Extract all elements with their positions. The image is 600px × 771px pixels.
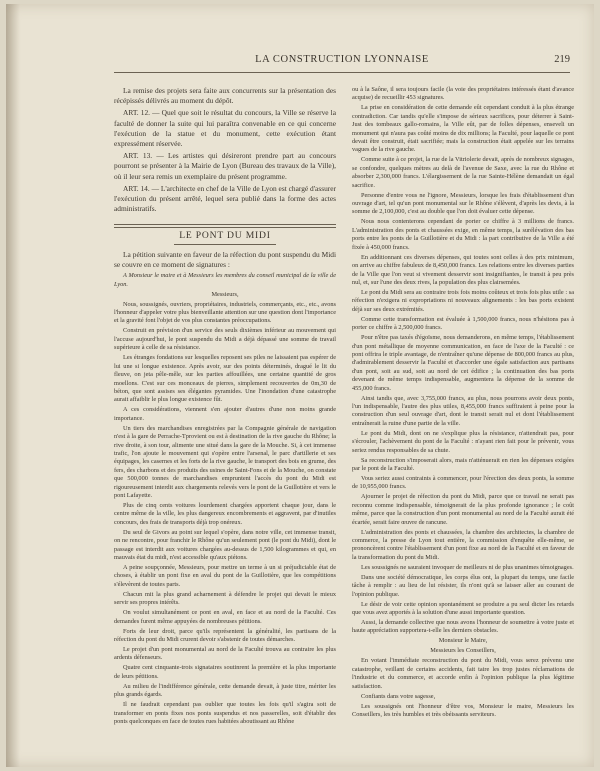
page-header bbox=[114, 54, 570, 73]
paragraph: Plus de cinq cents voitures lourdement chargées apportent chaque jour, dans le centre même de la ville, les plus dangereux encombrements et aggravent, par d'inutiles concours, des frais de transports déjà trop onéreux. bbox=[114, 501, 336, 526]
paragraph: On voulut simultanément ce pont en aval, en face et au nord de la Faculté. Ces demandes furent même appuyées de nombreuses pétitions. bbox=[114, 609, 336, 625]
petition-address: A Monsieur le maire et à Messieurs les membres du conseil municipal de la ville de Lyon. bbox=[114, 272, 336, 288]
paragraph: Nous, soussignés, ouvriers, propriétaires, industriels, commerçants, etc., etc., avons l'honneur d'appeler votre plus bienveillante attention sur une question dont l'importance et la gravité font l'objet de vos plus constantes préoccupations. bbox=[114, 300, 336, 325]
section-title: LE PONT DU MIDI bbox=[179, 230, 271, 242]
paragraph: Du seul de Givors au point sur lequel s'opère, dans notre ville, cet immense transit, on ne rencontre, pour franchir le Rhône qu'un seulement pont (le pont du Midi), dont le passage est interdit aux voitures chargées au-dessus de 1,500 kilogrammes et qui, en mauvais état du midi, n'est accessible qu'aux piétons. bbox=[114, 528, 336, 561]
paragraph: ou à la Saône, il sera toujours facile (la voie des propriétaires intéressés étant d'avance acquise) de recueillir 453 signatures. bbox=[352, 86, 574, 102]
paragraph: Personne d'entre vous ne l'ignore, Messieurs, lorsque les frais d'établissement d'un ouvrage d'art, tel qu'un pont monumental sur le Rhône s'élèvent, d'après les devis, à la somme de 2,100,000, c'est au double que l'on doit évaluer cette dépense. bbox=[352, 191, 574, 216]
paragraph: Nous nous contenterons cependant de porter ce chiffre à 3 millions de francs. L'administration des ponts et chaussées exige, en même temps, la surélévation des bas ports entre les ponts de la Guillotière et du Midi : la part contributive de la Ville a été fixée à 450,000 francs. bbox=[352, 218, 574, 251]
paragraph: Ainsi tandis que, avec 3,755,000 francs, au plus, nous pourrons avoir deux ponts, l'un indispensable, l'autre des plus utiles, 8,455,000 francs suffiraient à peine pour la construction d'un seul ouvrage d'art, dont le transit serait nul et dont l'établissement entraînerait la ruine d'une partie de la ville. bbox=[352, 394, 574, 427]
paragraph: Chacun mit la plus grand acharnement à défendre le projet qui devait le mieux servir ses propres intérêts. bbox=[114, 590, 336, 607]
paragraph: Un tiers des marchandises enregistrées par la Compagnie générale de navigation n'est à la gare de Perrache-Tprovient ou est à destination de la rive gauche du Rhône; la rive droite, à son tour, alimente une situé dans la gare de la Mouche. Si, à cet immense trafic, l'on ajoute le mouvement qui s'opère entre l'arsenal, le parc d'artillerie et ses équipages, les casernes et les forts de la rive gauche, le transport des bois en grume, des fers, des charbons et des produits des usines de Saint-Fons et de la Mouche, on constate que 500,000 tonnes de marchandises empruntent l'accès du pont du Midi est rigoureusement interdit aux chargements relevés vers le pont de la Guillotière et vers le pont Lafayette. bbox=[114, 424, 336, 499]
left-column bbox=[114, 86, 336, 728]
section-divider bbox=[114, 224, 336, 228]
binding-shadow bbox=[6, 4, 20, 767]
paragraph: La remise des projets sera faite aux concurrents sur la présentation des récépissés délivrés au moment du dépôt. bbox=[114, 86, 336, 106]
paragraph: Le pont du Midi sera au contraire trois fois moins coûteux et trois fois plus utile : sa réfection n'exigera ni expropriations ni nouveaux alignements : les bas ports existent déjà sur ses deux extrémités. bbox=[352, 288, 574, 313]
journal-page bbox=[6, 4, 594, 767]
salutation: Messieurs, bbox=[211, 290, 239, 298]
paragraph: En additionnant ces diverses dépenses, qui toutes sont celles à des prix minimum, on arrive au chiffre fabuleux de 8,450,000 francs. Les relations entre les diverses parties de la Ville que l'on veut si vivement desservir sont insignifiantes, le transit à peu près nul, et, sur l'une des deux rives, la population des plus clairsemées. bbox=[352, 253, 574, 286]
paragraph: Dans une société démocratique, les corps élus ont, la plupart du temps, une facile tâche à remplir : au lieu de lui résister, ils n'ont qu'à se laisser aller au courant de l'opinion publique. bbox=[352, 573, 574, 598]
paragraph: Pour n'être pas taxés d'égoïsme, nous demanderons, en même temps, l'établissement d'un pont métallique de moyenne communication, en face de l'axe de la Faculté : ce pont offrira le triple avantage, de n'entraîner qu'une dépense de 800,000 francs au plus, d'admirablement desservir la Faculté et d'accorder une égale satisfaction aux partisans d'un pont, soit au sud, soit au nord de cet édifice ; la continuation des bas ports devenant de même temps indispensable, augmentera la dépense de la somme de 455,000 francs. bbox=[352, 334, 574, 392]
paragraph: Sa reconstruction s'imposerait alors, mais n'atténuerait en rien les dépenses exigées par le pont de la Faculté. bbox=[352, 456, 574, 472]
paragraph: En votant l'immédiate reconstruction du pont du Midi, vous serez prévenu une catastrophe, veillant de certains accidents, fait taire les trop justes réclamations de l'industrie et du commerce, et accorde enfin à l'opinion publique la plus légitime satisfaction. bbox=[352, 657, 574, 690]
paragraph: Les soussignés ne sauraient invoquer de meilleurs ni de plus unanimes témoignages. bbox=[361, 563, 574, 571]
paragraph: Au milieu de l'indifférence générale, cette demande devait, à juste titre, mériter les plus grands égards. bbox=[114, 682, 336, 699]
paragraph: Aussi, la demande collective que nous avons l'honneur de soumettre à votre juste et haute appréciation supportera-t-elle les derniers obstacles. bbox=[352, 619, 574, 635]
paragraph: Vous seriez aussi contraints à commencer, pour l'érection des deux ponts, la somme de 10,955,000 francs. bbox=[352, 475, 574, 491]
right-column bbox=[352, 86, 574, 721]
paragraph: Comme cette transformation est évaluée à 1,500,000 francs, nous n'hésitons pas à porter ce chiffre à 2,500,000 francs. bbox=[352, 315, 574, 332]
running-title: LA CONSTRUCTION LYONNAISE bbox=[255, 54, 429, 65]
paragraph: A peine soupçonnée, Messieurs, pour mettre un terme à un si préjudiciable état de choses, à établir un pont fixe en aval du pont de la Guillotière, que les compétitions s'élevèrent de toutes parts. bbox=[114, 564, 336, 588]
closing-salutation: Messieurs les Conseillers, bbox=[430, 647, 496, 655]
paragraph: A ces considérations, viennent s'en ajouter d'autres d'une non moins grande importance. bbox=[114, 406, 336, 422]
paragraph: Construit en prévision d'un service des seuls dixièmes inférieur au mouvement qui l'accuse aujourd'hui, le pont suspendu du Midi a déjà dépassé une somme de travail supérieure à celle de sa résistance. bbox=[114, 327, 336, 352]
paragraph: Forts de leur droit, parce qu'ils représentent la généralité, les partisans de la réfection du pont du Midi crurent devoir s'abstenir de toutes démarches. bbox=[114, 627, 336, 644]
title-underline bbox=[174, 244, 276, 245]
closing-salutation: Monsieur le Maire, bbox=[438, 637, 488, 645]
paragraph: ART. 14. — L'architecte en chef de la Ville de Lyon est chargé d'assurer l'exécution du présent arrêté, lequel sera publié dans la forme des actes administratifs. bbox=[114, 183, 336, 214]
paragraph: Il ne faudrait cependant pas oublier que toutes les fois qu'il s'agira soit de transformer en ponts fixes nos ponts suspendus et nos passerelles, soit d'établir des ponts quelconques en face de toutes rues habitées aboutissant au Rhône bbox=[114, 701, 336, 726]
paragraph: ART. 12. — Quel que soit le résultat du concours, la Ville se réserve la faculté de donner la suite qui lui paraîtra convenable en ce qui concerne l'exécution de la statue et du monument, cette exécution étant expressément réservée. bbox=[114, 108, 336, 149]
paragraph: Les étranges fondations sur lesquelles reposent ses piles ne laissaient pas espérer de lui une si longue existence. Après avoir, sur des points déterminés, dragué le lit du fleuve, on jeta pêle-mêle, sur les parties affouillées, une certaine quantité de gros moellons. C'est sur ces monceaux de pierres, simplement recouvertes de 0m,30 de béton, que sont assises ses élégantes pyramides. Une l'inondation d'une catastrophe aurait affaiblir le plus longue existence fût. bbox=[114, 354, 336, 404]
paragraph: Comme suite à ce projet, la rue de la Vitriolerie devait, après de nombreux signages, se confondre, quelques mètres au delà de l'avenue de Saxe, avec la rue du Rhône et absorber 2,300,000 francs. L'élargissement de la rue Sainte-Hélène demandait un égal sacrifice. bbox=[352, 156, 574, 189]
paragraph: L'administration des ponts et chaussées, la chambre des architectes, la chambre de commerce, la presse de Lyon tout entière, la commission d'enquête elle-même, se prononcèrent contre l'établissement d'un pont fixe au nord de la Faculté et en faveur de la transformation du pont du Midi. bbox=[352, 528, 574, 561]
sign-off: Les soussignés ont l'honneur d'être vos, Monsieur le maire, Messieurs les Conseillers, les très humbles et très obéissants serviteurs. bbox=[352, 702, 574, 719]
paragraph: Le pont du Midi, dont on ne s'explique plus la résistance, n'attendrait pas, pour s'écrouler, l'achèvement du pont de la Faculté : n'ayant rien fait pour le prévenir, vous seriez rendus responsables de sa chute. bbox=[352, 429, 574, 454]
paragraph: ART. 13. — Les artistes qui désireront prendre part au concours pourront se présenter à la Mairie de Lyon (Bureau des travaux de la Ville), où il leur sera remis un exemplaire du présent programme. bbox=[114, 151, 336, 181]
page-number: 219 bbox=[554, 54, 570, 65]
confidence-line: Confiants dans votre sagesse, bbox=[361, 692, 436, 700]
paragraph: La prise en considération de cette demande eût cependant conduit à la plus étrange contradiction. Car tandis qu'elle s'impose de sérieux sacrifices, pour déterrer à Saint-Just des tombeaux gallo-romains, la Ville eût, par de folles dépenses, enseveli un monument qui n'aura pas coûté moins de dix millions; la Faculté, pour laquelle ce pont devait être construit, était sacrifiée; mais la construction était appelée sur les terrains vagues de la rive gauche. bbox=[352, 104, 574, 154]
paragraph: Quatre cent cinquante-trois signataires soutinrent la première et la plus importante de leurs pétitions. bbox=[114, 664, 336, 680]
paragraph: Le projet d'un pont monumental au nord de la Faculté trouva au contraire les plus ardents défenseurs. bbox=[114, 646, 336, 662]
paragraph: Le désir de voir cette opinion spontanément se produire a pu seul dicter les retards que vous avez apportés à la solution d'une aussi importante question. bbox=[352, 600, 574, 617]
paragraph: Ajourner le projet de réfection du pont du Midi, parce que ce travail ne serait pas reconnu comme indispensable, témoignerait de la plus profonde ignorance ; le coût même, parce que la construction d'un pont monumental au nord de la Faculté aurait été écartée, serait faire œuvre de rancune. bbox=[352, 493, 574, 526]
intro-paragraph: La pétition suivante en faveur de la réfection du pont suspendu du Midi se couvre en ce moment de signatures : bbox=[114, 249, 336, 270]
